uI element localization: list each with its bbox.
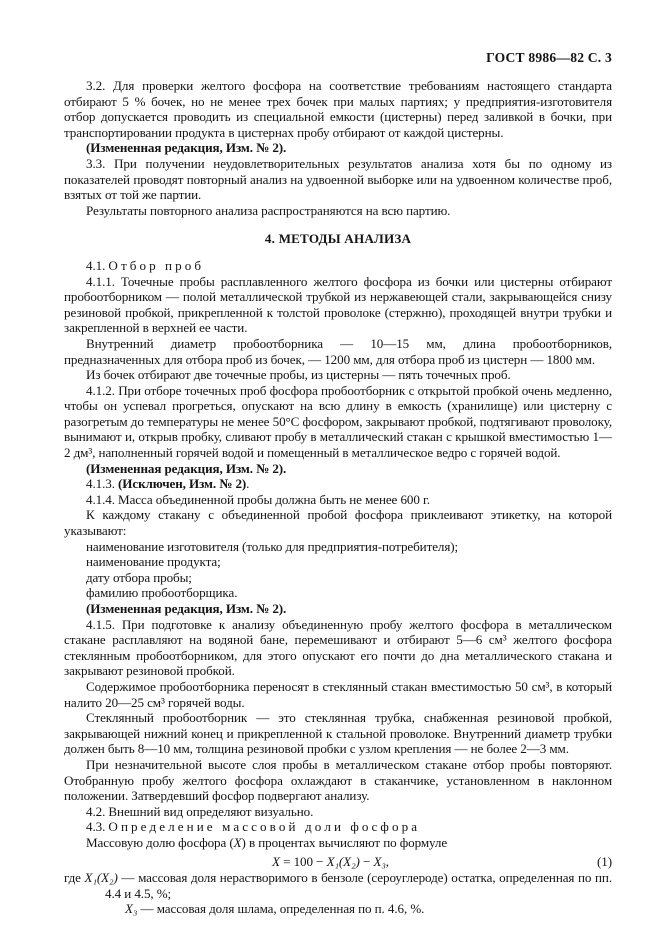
text-run: X₁(X₂) [84,870,118,886]
equation-number: (1) [597,853,612,869]
paragraph: Результаты повторного анализа распространяются на всю партию. [86,202,451,218]
amendment-note: (Измененная редакция, Изм. № 2). [86,140,287,156]
document-content [64,78,612,917]
paragraph: Стеклянный пробоотборник — это стеклянная трубка, снабженная резиновой пробкой, закрывающей нижний конец и прикрепленной к стальной проволоке. Внутренний диаметр трубки должен быть 8—10 мм, толщина резиновой пробки с узлом крепления — не более 2—3 мм. [64,710,612,757]
subsection-heading: 4.3. О п р е д е л е н и е м а с с о в о й д о л и ф о с ф о р а [86,819,417,835]
text-run: , [385,853,389,869]
paragraph [64,835,612,851]
paragraph: 3.3. При получении неудовлетворительных результатов анализа хотя бы по одному из показателей проводят повторный анализ на удвоенной выборке или на удвоенном количестве проб, взятых от той же партии. [64,155,612,203]
subsection-heading: 4.1. О т б о р п р о б [86,257,201,273]
text-run: ) в процентах вычисляют по формуле [241,834,448,850]
text-run: — массовая доля нерастворимого в бензоле (сероуглероде) остатка, определенная по пп. 4.4 и 4.5, %; [105,870,612,901]
text-run: Массовую долю фосфора ( [86,834,234,850]
paragraph: 3.2. Для проверки желтого фосфора на соответствие требованиям настоящего стандарта отбирают 5 % бочек, но не менее трех бочек при малых партиях; у предприятия-изготовителя отбор допускается проводить из специальной емкости (цистерны) перед заливкой в бочки, при транспортировании продукта в цистернах пробу отбирают от каждой цистерны. [64,78,612,140]
formula-where-clause [64,901,612,917]
text-run: . [246,476,250,492]
paragraph: наименование изготовителя (только для предприятия-потребителя); [86,538,459,554]
section-heading: 4. МЕТОДЫ АНАЛИЗА [264,231,412,247]
paragraph: наименование продукта; [86,554,221,570]
text-run: X [272,853,280,869]
paragraph: Из бочек отбирают две точечные пробы, из цистерны — пять точечных проб. [86,367,511,383]
text-run: — массовая доля шлама, определенная по п. 4.6, %. [137,901,425,917]
text-run: X [233,834,242,850]
paragraph: 4.1.2. При отборе точечных проб фосфора пробоотборник с открытой пробкой очень медленно, чтобы он успевал прогреться, опускают на всю длину в емкость (хранилище) или цистерну с разогретым до температуры не менее 50°С фосфором, закрывают пробкой, подтягивают проволоку, вынимают и, открыв пробку, сливают пробу в металлический стакан с крышкой вместимостью 1—2 дм³, наполненный горячей водой и помещенный в металлическое ведро с горячей водой. [64,382,612,461]
paragraph [64,476,612,492]
text-run: = 100 − [279,853,327,869]
paragraph: 4.2. Внешний вид определяют визуально. [86,803,314,819]
paragraph: Внутренний диаметр пробоотборника — 10—15 мм, длина пробоотборников, предназначенных для отбора проб из бочек, — 1200 мм, для отбора проб из цистерн — 1800 мм. [64,335,612,367]
paragraph: фамилию пробоотборщика. [86,585,238,601]
paragraph: 4.1.1. Точечные пробы расплавленного желтого фосфора из бочки или цистерны отбирают пробоотборником — полой металлической трубкой из нержавеющей стали, закрывающейся снизу резиновой пробкой, прикрепленной к толстой проволоке (стержню), проходящей внутри трубки и закрепленной в верхней ее части. [64,273,612,336]
amendment-note: (Измененная редакция, Изм. № 2). [86,460,287,476]
text-run: − [359,853,374,869]
text-run: (Исключен, Изм. № 2) [118,476,247,492]
amendment-note: (Измененная редакция, Изм. № 2). [86,601,287,616]
paragraph: 4.1.4. Масса объединенной пробы должна быть не менее 600 г. [86,491,430,507]
text-run: где [64,870,85,886]
formula-where-clause [64,870,612,901]
paragraph: При незначительной высоте слоя пробы в металлическом стакане отбор пробы повторяют. Отобранную пробу желтого фосфора охлаждают в стаканчике, установленном в наклонном положении. Затвердевший фосфор подвергают анализу. [64,756,612,804]
paragraph: Содержимое пробоотборника переносят в стеклянный стакан вместимостью 50 см³, в который налито 20—25 см³ горячей воды. [64,678,612,710]
text-run: 4.1.3. [86,476,119,492]
text-run: X₃ [373,853,386,869]
page-header-gost-number: ГОСТ 8986—82 С. 3 [486,50,612,65]
paragraph: К каждому стакану с объединенной пробой фосфора приклеивают этикетку, на которой указывают: [64,507,612,539]
text-run: X₁(X₂) [326,853,360,869]
paragraph: дату отбора пробы; [86,569,192,585]
equation [64,854,597,870]
text-run: X₃ [125,901,138,917]
formula [64,854,612,870]
paragraph: 4.1.5. При подготовке к анализу объединенную пробу желтого фосфора в металлическом стакане расплавляют на водяной бане, перемешивают и отбирают 5—6 см³ желтого фосфора стеклянным пробоотборником, для этого опускают его почти до дна металлического стакана и закрывают резиновой пробкой. [64,616,612,679]
